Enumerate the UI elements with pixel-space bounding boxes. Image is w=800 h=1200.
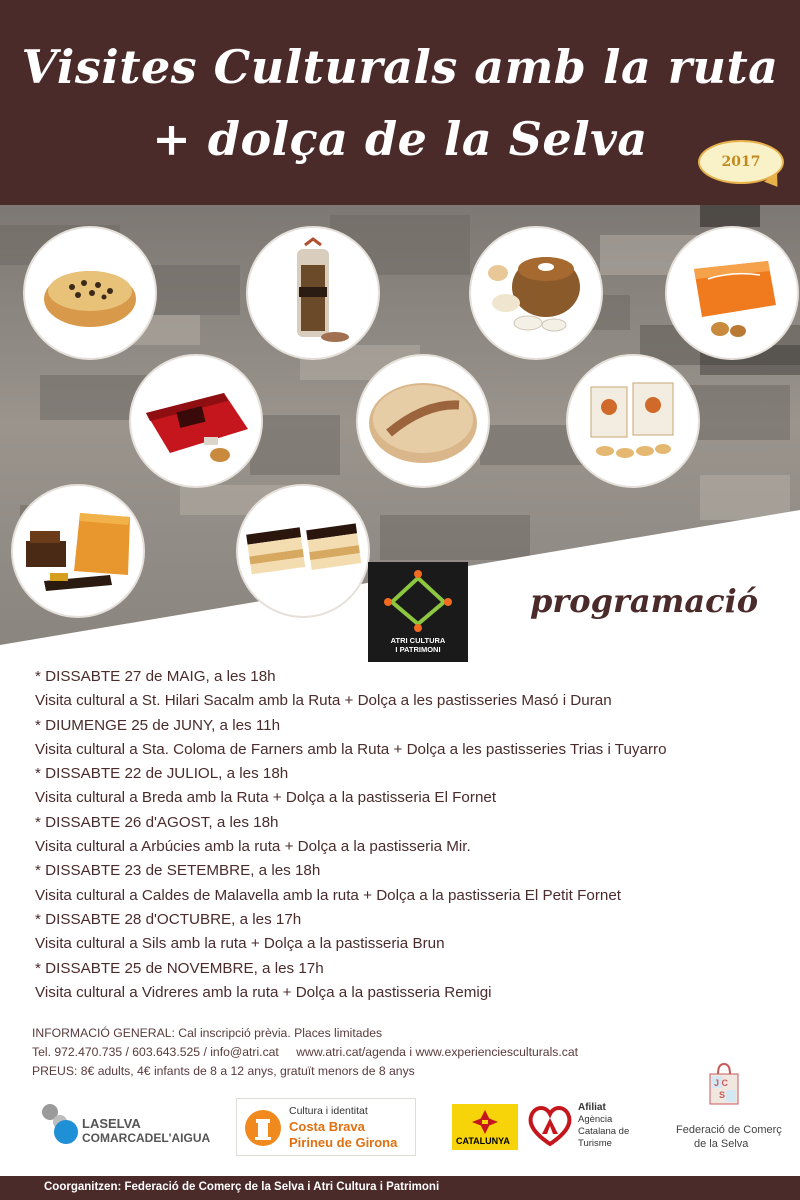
costa-brava-text-2: Costa Brava: [289, 1119, 365, 1134]
info-prices: PREUS: 8€ adults, 4€ infants de 8 a 12 anys, gratuït menors de 8 anys: [32, 1064, 415, 1078]
fcs-logo: [664, 1058, 784, 1168]
heart-icon: [526, 1102, 574, 1148]
schedule-visit: Visita cultural a Breda amb la Ruta + Dolça a la pastisseria El Fornet: [35, 789, 497, 807]
pastry-chocolates-badge: [10, 483, 146, 619]
info-general: INFORMACIÓ GENERAL: Cal inscripció prèvia. Places limitades: [32, 1026, 383, 1040]
year-label: 2017: [721, 154, 761, 170]
pastry-bundt-badge: [468, 225, 604, 361]
pastry-bag-badge: [245, 225, 381, 361]
schedule-list: [35, 665, 775, 1005]
act-text-2: Agència: [578, 1114, 613, 1125]
catalunya-star-icon: [452, 1106, 518, 1136]
info-phone: Tel. 972.470.735 / 603.643.525: [32, 1045, 201, 1059]
schedule-date: * DISSABTE 23 de SETEMBRE, a les 18h: [35, 862, 321, 880]
schedule-date: * DIUMENGE 25 de JUNY, a les 11h: [35, 716, 281, 734]
fcs-text-2: de la Selva: [694, 1138, 749, 1150]
catalunya-logo: [452, 1104, 518, 1150]
schedule-date: * DISSABTE 28 d'OCTUBRE, a les 17h: [35, 910, 302, 928]
atri-logo: [368, 562, 468, 662]
schedule-visit: Visita cultural a Sta. Coloma de Farners amb la Ruta + Dolça a les pastisseries Trias i Tuyarro: [35, 740, 667, 758]
schedule-visit: Visita cultural a St. Hilari Sacalm amb la Ruta + Dolça a les pastisseries Masó i Duran: [35, 692, 612, 710]
costa-brava-column-icon: [241, 1106, 285, 1150]
info-email[interactable]: / info@atri.cat: [203, 1045, 279, 1059]
act-logo: [526, 1100, 638, 1154]
catalunya-text: CATALUNYA: [456, 1136, 510, 1146]
laselva-text-2: COMARCADEL'AIGUA: [82, 1131, 211, 1145]
costa-brava-logo: [236, 1098, 416, 1156]
schedule-visit: Visita cultural a Sils amb la ruta + Dolça a la pastisseria Brun: [35, 935, 445, 953]
schedule-visit: Visita cultural a Arbúcies amb la ruta + Dolça a la pastisseria Mir.: [35, 838, 471, 856]
schedule-date: * DISSABTE 25 de NOVEMBRE, a les 17h: [35, 959, 324, 977]
water-drops-icon: [40, 1102, 80, 1146]
fcs-text-1: Federació de Comerç: [676, 1124, 782, 1136]
schedule-visit: Visita cultural a Caldes de Malavella amb la ruta + Dolça a la pastisseria El Petit Fornet: [35, 886, 621, 904]
info-web[interactable]: www.atri.cat/agenda i www.experienciesculturals.cat: [296, 1045, 579, 1059]
pastry-red-box-badge: [128, 353, 264, 489]
act-text-3: Catalana de: [578, 1126, 630, 1137]
pastry-cookie-badge: [355, 353, 491, 489]
pastry-layer-cake-badge: [235, 483, 371, 619]
section-title: programació: [530, 582, 759, 620]
pastry-gift-box-badge: [565, 353, 701, 489]
atri-logo-text: ATRI CULTURA I PATRIMONI: [390, 636, 446, 654]
header-banner: [0, 0, 800, 205]
fcs-letters-1: J C: [714, 1078, 729, 1088]
footer-bar: [0, 1176, 800, 1200]
schedule-date: * DISSABTE 27 de MAIG, a les 18h: [35, 668, 276, 685]
laselva-logo: [40, 1102, 211, 1152]
pastry-orange-box-badge: [664, 225, 800, 361]
title-line-1: Visites Culturals amb la ruta: [21, 40, 779, 94]
schedule-date: * DISSABTE 22 de JULIOL, a les 18h: [35, 765, 289, 783]
costa-brava-text-1: Cultura i identitat: [289, 1105, 368, 1117]
pastry-coca-badge: [22, 225, 158, 361]
act-text-4: Turisme: [578, 1138, 612, 1149]
footer-text: Coorganitzen: Federació de Comerç de la Selva i Atri Cultura i Patrimoni: [44, 1181, 440, 1193]
general-info: [32, 1024, 772, 1081]
info-contact: [32, 1043, 772, 1062]
laselva-text-1: LASELVA: [82, 1116, 141, 1131]
title-line-2: + dolça de la Selva: [152, 112, 648, 166]
schedule-date: * DISSABTE 26 d'AGOST, a les 18h: [35, 813, 279, 831]
costa-brava-text-3: Pirineu de Girona: [289, 1135, 398, 1150]
sponsor-logos: [0, 1078, 800, 1168]
fcs-letters-2: S: [719, 1090, 726, 1100]
schedule-visit: Visita cultural a Vidreres amb la ruta + Dolça a la pastisseria Remigi: [35, 983, 492, 1001]
act-text-1: Afiliat: [578, 1102, 606, 1113]
